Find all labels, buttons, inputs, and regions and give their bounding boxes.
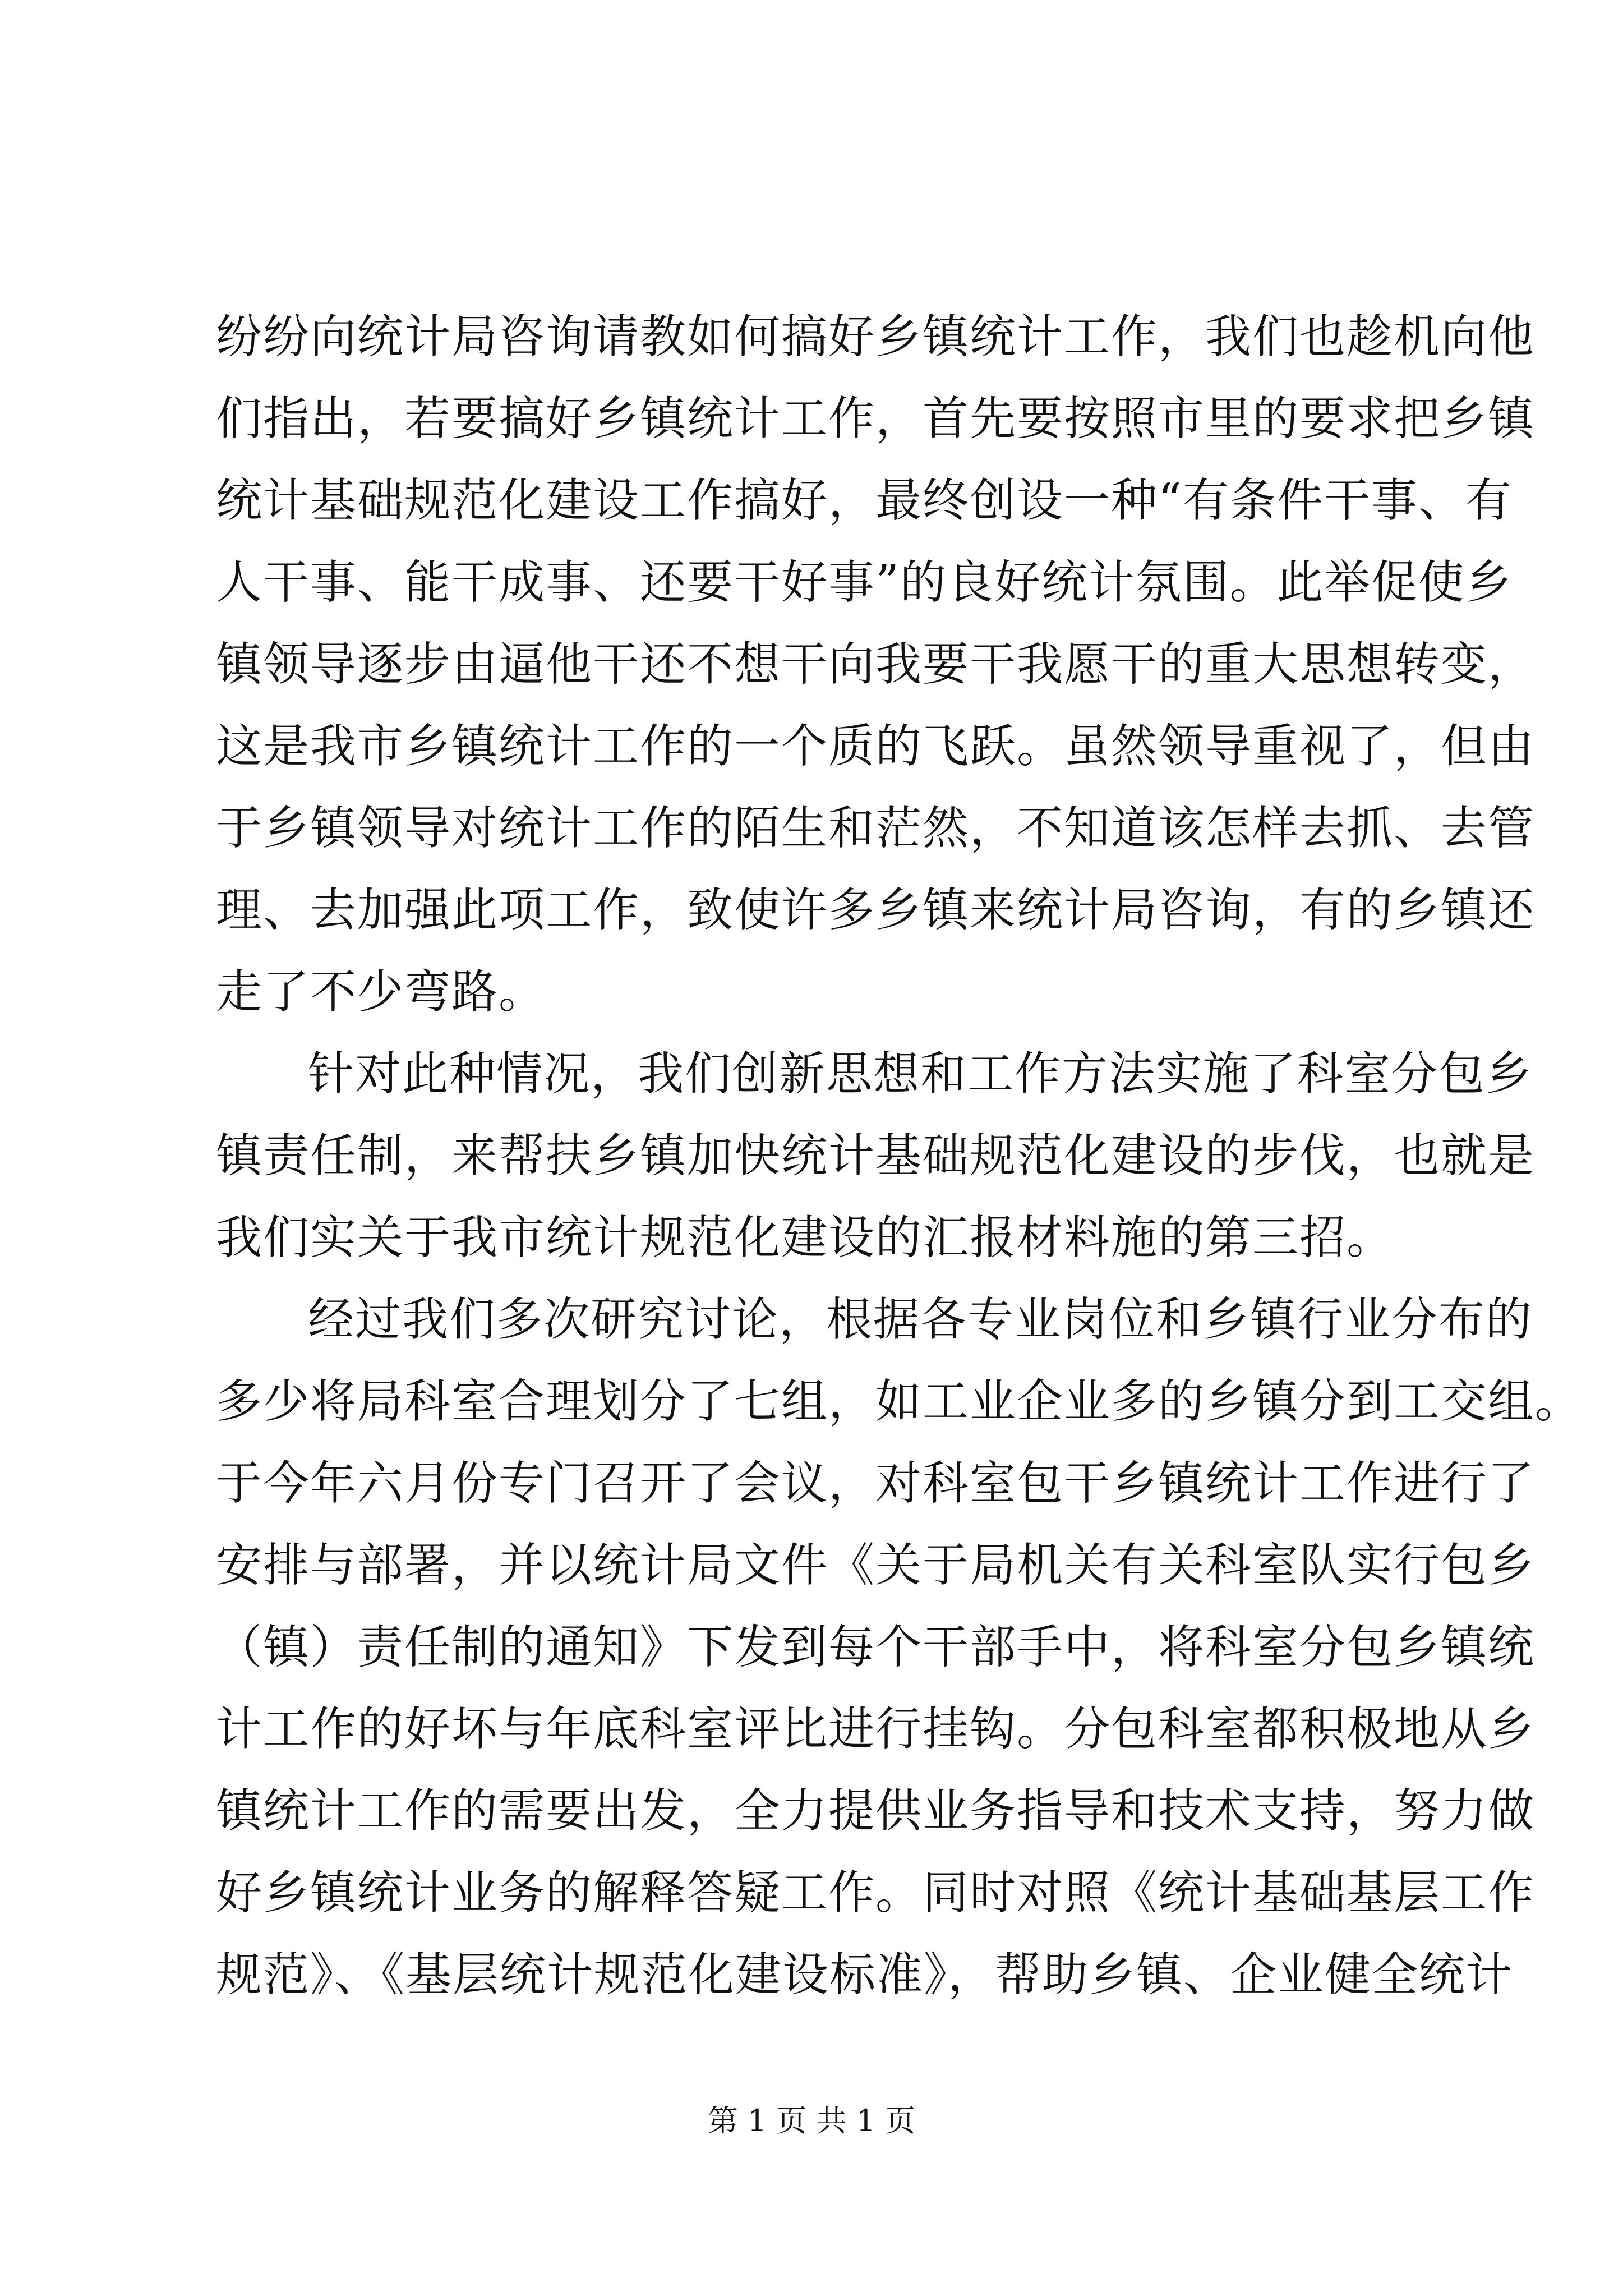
text-line: 计工作的好坏与年底科室评比进行挂钩。分包科室都积极地从乡 — [216, 1703, 1536, 1756]
text-line: 这是我市乡镇统计工作的一个质的飞跃。虽然领导重视了，但由 — [216, 720, 1536, 773]
text-line: 我们实关于我市统计规范化建设的汇报材料施的第三招。 — [216, 1211, 1394, 1264]
text-line: 镇领导逐步由逼他干还不想干向我要干我愿干的重大思想转变， — [216, 638, 1536, 691]
text-line: 人干事、能干成事、还要干好事”的良好统计氛围。此举促使乡 — [216, 556, 1513, 609]
page-number-footer: 第 1 页 共 1 页 — [707, 2103, 916, 2138]
text-line: 针对此种情况，我们创新思想和工作方法实施了科室分包乡 — [308, 1047, 1533, 1101]
text-line: 镇统计工作的需要出发，全力提供业务指导和技术支持，努力做 — [216, 1784, 1536, 1838]
text-line: 安排与部署，并以统计局文件《关于局机关有关科室队实行包乡 — [216, 1539, 1536, 1592]
text-line: 镇责任制，来帮扶乡镇加快统计基础规范化建设的步伐，也就是 — [216, 1129, 1536, 1182]
text-line: 规范》、《基层统计规范化建设标准》，帮助乡镇、企业健全统计 — [216, 1948, 1514, 2001]
text-line: 于今年六月份专门召开了会议，对科室包干乡镇统计工作进行了 — [216, 1457, 1536, 1510]
text-line: 们指出，若要搞好乡镇统计工作，首先要按照市里的要求把乡镇 — [216, 392, 1536, 445]
text-line: 经过我们多次研究讨论，根据各专业岗位和乡镇行业分布的 — [308, 1293, 1533, 1346]
text-line: 理、去加强此项工作，致使许多乡镇来统计局咨询，有的乡镇还 — [216, 884, 1536, 937]
text-line: 统计基础规范化建设工作搞好，最终创设一种“有条件干事、有 — [216, 474, 1513, 527]
text-line: （镇）责任制的通知》下发到每个干部手中，将科室分包乡镇统 — [216, 1621, 1536, 1674]
text-line: 多少将局科室合理划分了七组，如工业企业多的乡镇分到工交组。 — [216, 1375, 1583, 1428]
text-line: 好乡镇统计业务的解释答疑工作。同时对照《统计基础基层工作 — [216, 1866, 1536, 1920]
text-line: 纷纷向统计局咨询请教如何搞好乡镇统计工作，我们也趁机向他 — [216, 310, 1536, 364]
body-text — [216, 296, 1583, 2016]
text-line: 走了不少弯路。 — [216, 965, 546, 1019]
text-line: 于乡镇领导对统计工作的陌生和茫然，不知道该怎样去抓、去管 — [216, 802, 1536, 855]
